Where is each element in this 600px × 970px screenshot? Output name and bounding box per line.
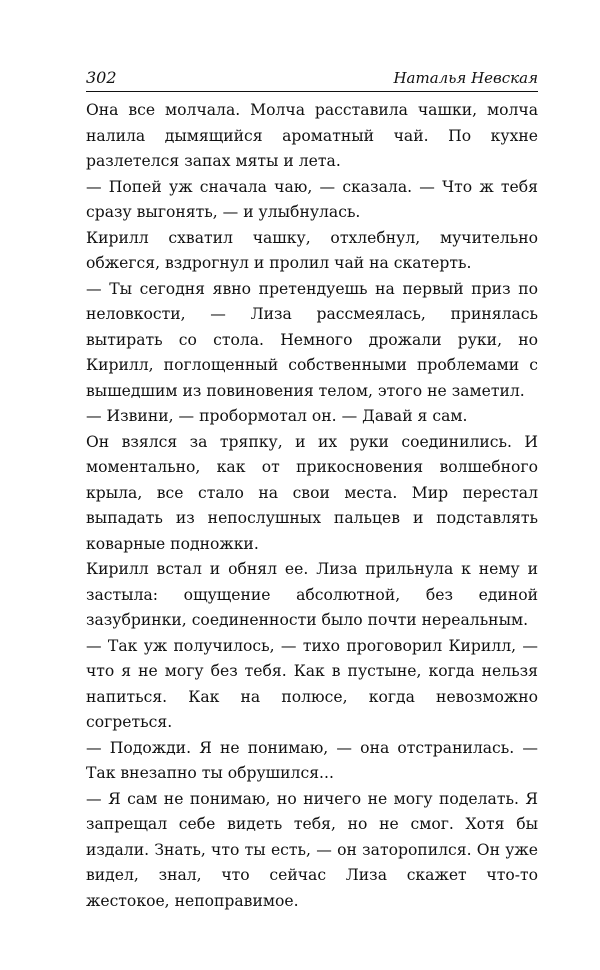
paragraph: — Извини, — пробормотал он. — Давай я сам.: [86, 407, 468, 425]
paragraph: Он взялся за тряпку, и их руки соединились. И моментально, как от прикосновения волшебного крыла, все стало на свои места. Мир перестал выпадать из непослушных пальцев и подставлять коварные подножки.: [86, 432, 538, 553]
paragraph: — Подожди. Я не понимаю, — она отстранилась. — Так внезапно ты обрушился...: [86, 738, 538, 782]
paragraph: Она все молчала. Молча расставила чашки, молча налила дымящийся ароматный чай. По кухне разлетелся запах мяты и лета.: [86, 101, 538, 170]
paragraph: — Ты сегодня явно претендуешь на первый приз по неловкости, — Лиза рассмеялась, принялась вытирать со стола. Немного дрожали руки, но Кирилл, поглощенный собственными проблемами с вышедшим из повиновения телом, этого не заметил.: [86, 279, 538, 400]
book-page: [86, 68, 538, 914]
page-number: 302: [86, 68, 117, 87]
paragraph: — Попей уж сначала чаю, — сказала. — Что ж тебя сразу выгонять, — и улыбнулась.: [86, 177, 538, 221]
paragraph: Кирилл схватил чашку, отхлебнул, мучительно обжегся, вздрогнул и пролил чай на скатерть.: [86, 228, 538, 272]
page-header: [86, 68, 538, 92]
body-text: [86, 98, 538, 914]
paragraph: — Так уж получилось, — тихо проговорил Кирилл, — что я не могу без тебя. Как в пустыне, когда нельзя напиться. Как на полюсе, когда невозможно согреться.: [86, 636, 538, 731]
running-title: Наталья Невская: [393, 69, 538, 87]
paragraph: — Я сам не понимаю, но ничего не могу поделать. Я запрещал себе видеть тебя, но не смог. Хотя бы издали. Знать, что ты есть, — он заторопился. Он уже видел, знал, что сейчас Лиза скажет что-то жестокое, непоправимое.: [86, 789, 538, 910]
paragraph: Кирилл встал и обнял ее. Лиза прильнула к нему и застыла: ощущение абсолютной, без единой зазубринки, соединенности было почти нереальным.: [86, 560, 538, 629]
